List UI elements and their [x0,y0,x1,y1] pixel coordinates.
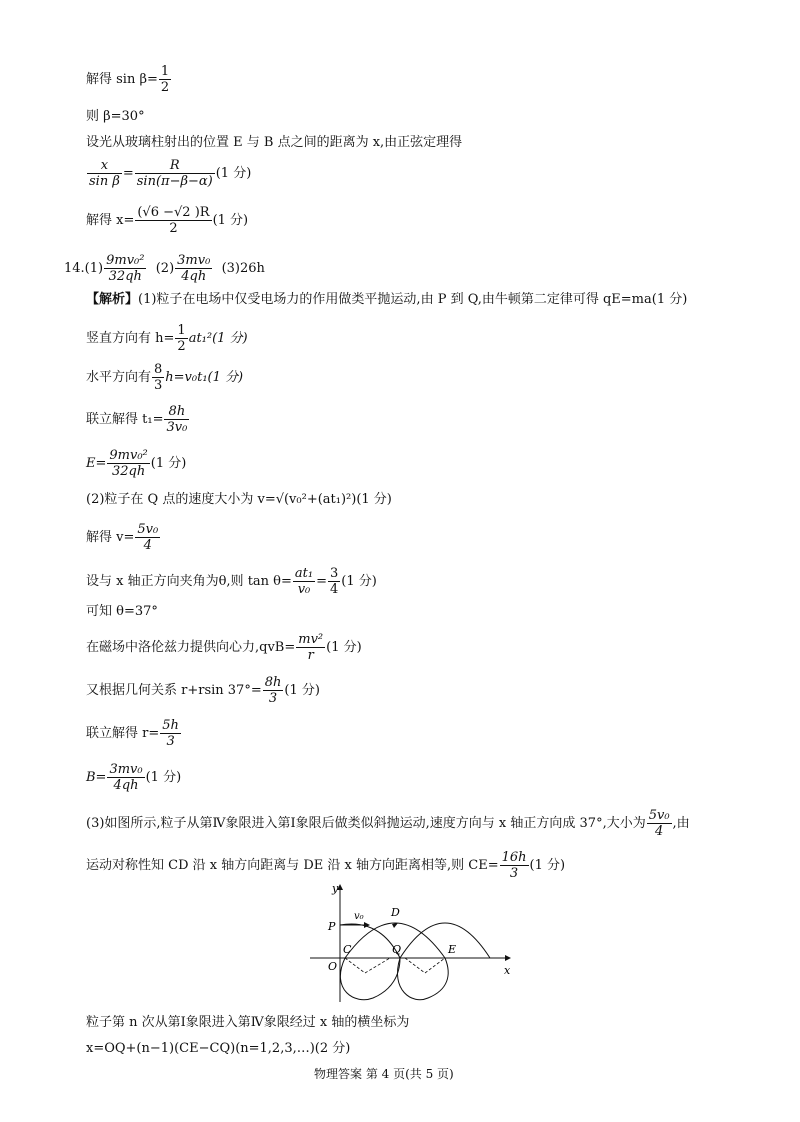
x-axis-arrow-icon [505,955,511,961]
line-E: E= $\frac{\text{9mv₀²}}{32qh}$ (1 分) [86,448,187,479]
line-analysis-1: 【解析】(1)粒子在电场中仅受电场力的作用做类平抛运动,由 P 到 Q,由牛顿第二定律可得 qE=ma(1 分) [86,292,688,307]
loop-left [340,958,400,1000]
label-O: O [328,960,338,973]
label-y: y [332,882,339,895]
line-lorentz: 在磁场中洛伦兹力提供向心力,qvB= $\frac{\text{mv²}}{r}$ (1 分) [86,632,362,663]
fraction-x-sinbeta: $\frac{x}{\text{sin β}}$ [89,158,120,189]
fraction-14b: $\frac{\text{3mv₀}}{4qh}$ [177,253,211,284]
dashed-chord-left [345,958,390,973]
line-sine-law-intro: 设光从玻璃柱射出的位置 E 与 B 点之间的距离为 x,由正弦定理得 [86,135,463,150]
dashed-chord-right [405,958,445,973]
D-arrowhead-icon [392,923,398,928]
fraction-t1: $\frac{8h}{\text{3v₀}}$ [166,404,188,435]
line-sine-law: $\frac{x}{\text{sin β}}$ = $\frac{R}{\sin(\pi-\beta-\alpha)}$ (1 分) [89,158,252,189]
label-E: E [448,943,457,956]
fraction-5v4: $\frac{\text{5v₀}}{4}$ [648,808,670,839]
fraction-E: $\frac{\text{9mv₀²}}{32qh}$ [109,448,148,479]
line-tan-theta: 设与 x 轴正方向夹角为θ,则 tan θ= $\frac{\text{at₁}}{\text{v₀}}$ = $\frac{3}{4}$ (1 分) [86,566,377,597]
line-v: 解得 v= $\frac{\text{5v₀}}{4}$ [86,522,159,553]
fraction-mv2r: $\frac{\text{mv²}}{r}$ [298,632,324,663]
fraction-half: $\frac{1}{2}$ [160,64,170,95]
fraction-8-3: $\frac{8}{3}$ [154,362,163,393]
fraction-r: $\frac{5h}{3}$ [162,718,179,749]
fraction-8h3: $\frac{8h}{3}$ [264,675,282,706]
line-part3-a: (3)如图所示,粒子从第Ⅳ象限进入第Ⅰ象限后做类似斜抛运动,速度方向与 x 轴正方向成 37°,大小为 $\frac{\text{5v₀}}{4}$ ,由 [86,808,690,839]
fraction-tan2: $\frac{3}{4}$ [329,566,339,597]
line-speed-Q: (2)粒子在 Q 点的速度大小为 v=√(v₀²+(at₁)²)(1 分) [86,492,392,507]
loop-right [397,958,448,1000]
label-v0: v₀ [354,911,364,922]
line-solve-x: 解得 x= $\frac{(√6 -√2 )R}{2}$ (1 分) [86,205,249,236]
fraction-v: $\frac{\text{5v₀}}{4}$ [137,522,159,553]
fraction-B: $\frac{\text{3mv₀}}{4qh}$ [109,762,143,793]
line-solve-sin-beta [86,64,172,95]
fraction-CE: $\frac{16h}{3}$ [501,850,527,881]
fraction-R: $\frac{R}{\sin(\pi-\beta-\alpha)}$ [136,158,213,189]
line-r: 联立解得 r= $\frac{5h}{3}$ [86,718,179,749]
line-B: B= $\frac{\text{3mv₀}}{4qh}$ (1 分) [86,762,182,793]
line-theta-37: 可知 θ=37° [86,604,158,619]
fraction-tan1: $\frac{\text{at₁}}{\text{v₀}}$ [294,566,314,597]
label-C: C [343,943,352,956]
line-x-formula: x=OQ+(n−1)(CE−CQ)(n=1,2,3,…)(2 分) [86,1041,351,1056]
answer-14: 14.(1) $\frac{\text{9mv₀²}}{32qh}$ (2) $\frac{\text{3mv₀}}{4qh}$ (3)26h [64,253,265,284]
line-vertical: 竖直方向有 h= $\frac{1}{2}$ at₁²(1 分) [86,323,248,354]
fraction-root: $\frac{(√6 -√2 )R}{2}$ [137,205,210,236]
fraction-14a: $\frac{\text{9mv₀²}}{32qh}$ [106,253,145,284]
fraction-half-2: $\frac{1}{2}$ [177,323,186,354]
line-horizontal: 水平方向有 $\frac{8}{3}$ h=v₀t₁(1 分) [86,362,244,393]
line-beta-30: 则 β=30° [86,109,145,124]
line-t1: 联立解得 t₁= $\frac{8h}{\text{3v₀}}$ [86,404,188,435]
page-footer: 物理答案 第 4 页(共 5 页) [314,1067,454,1081]
label-D: D [391,906,400,919]
trajectory-diagram [300,880,520,1010]
text: 解得 sin β= [86,72,158,87]
line-part3-b: 运动对称性知 CD 沿 x 轴方向距离与 DE 沿 x 轴方向距离相等,则 CE= $\frac{16h}{3}$ (1 分) [86,850,566,881]
line-geometry: 又根据几何关系 r+rsin 37°= $\frac{8h}{3}$ (1 分) [86,675,320,706]
label-x: x [504,964,511,977]
line-nth-crossing: 粒子第 n 次从第Ⅰ象限进入第Ⅳ象限经过 x 轴的横坐标为 [86,1015,410,1030]
label-P: P [328,920,336,933]
label-Q: Q [392,943,402,956]
